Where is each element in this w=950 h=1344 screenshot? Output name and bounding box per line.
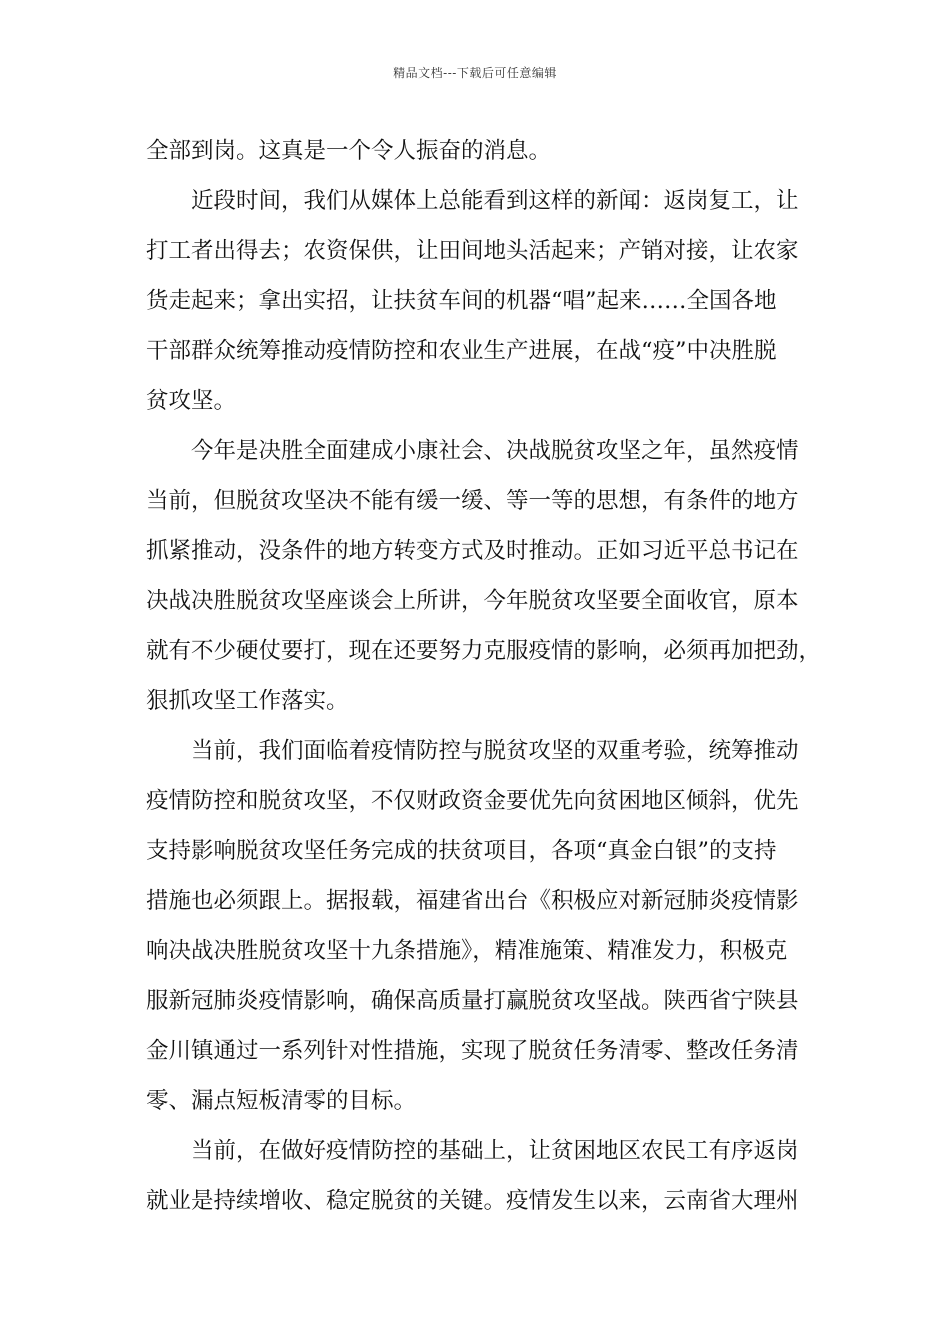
text-line: 金川镇通过一系列针对性措施，实现了脱贫任务清零、整改任务清 xyxy=(146,1038,799,1064)
text-line: 当前，但脱贫攻坚决不能有缓一缓、等一等的思想，有条件的地方 xyxy=(146,488,799,514)
text-line: 决战决胜脱贫攻坚座谈会上所讲，今年脱贫攻坚要全面收官，原本 xyxy=(146,588,799,614)
text-line: 干部群众统筹推动疫情防控和农业生产进展，在战“疫”中决胜脱 xyxy=(146,338,777,364)
document-body xyxy=(146,126,826,1226)
text-line: 狠抓攻坚工作落实。 xyxy=(146,688,349,714)
text-line: 抓紧推动，没条件的地方转变方式及时推动。正如习近平总书记在 xyxy=(146,538,799,564)
page-header: 精品文档---下载后可任意编辑 xyxy=(393,66,557,80)
text-line: 当前，我们面临着疫情防控与脱贫攻坚的双重考验，统筹推动 xyxy=(146,738,799,764)
text-line: 货走起来；拿出实招，让扶贫车间的机器“唱”起来……全国各地 xyxy=(146,288,777,314)
text-line: 就有不少硬仗要打，现在还要努力克服疫情的影响，必须再加把劲， xyxy=(146,638,822,664)
text-line: 措施也必须跟上。据报载，福建省出台《积极应对新冠肺炎疫情影 xyxy=(146,888,799,914)
text-line: 全部到岗。这真是一个令人振奋的消息。 xyxy=(146,138,552,164)
text-line: 零、漏点短板清零的目标。 xyxy=(146,1088,417,1114)
text-line: 就业是持续增收、稳定脱贫的关键。疫情发生以来，云南省大理州 xyxy=(146,1188,799,1214)
text-line: 近段时间，我们从媒体上总能看到这样的新闻：返岗复工，让 xyxy=(146,188,799,214)
text-line: 疫情防控和脱贫攻坚，不仅财政资金要优先向贫困地区倾斜，优先 xyxy=(146,788,799,814)
text-line: 当前，在做好疫情防控的基础上，让贫困地区农民工有序返岗 xyxy=(146,1138,799,1164)
text-line: 支持影响脱贫攻坚任务完成的扶贫项目，各项“真金白银”的支持 xyxy=(146,838,777,864)
text-line: 响决战决胜脱贫攻坚十九条措施》，精准施策、精准发力，积极克 xyxy=(146,938,788,964)
text-line: 今年是决胜全面建成小康社会、决战脱贫攻坚之年，虽然疫情 xyxy=(146,438,799,464)
text-line: 服新冠肺炎疫情影响，确保高质量打赢脱贫攻坚战。陕西省宁陕县 xyxy=(146,988,799,1014)
text-line: 贫攻坚。 xyxy=(146,388,237,414)
text-line: 打工者出得去；农资保供，让田间地头活起来；产销对接，让农家 xyxy=(146,238,799,264)
